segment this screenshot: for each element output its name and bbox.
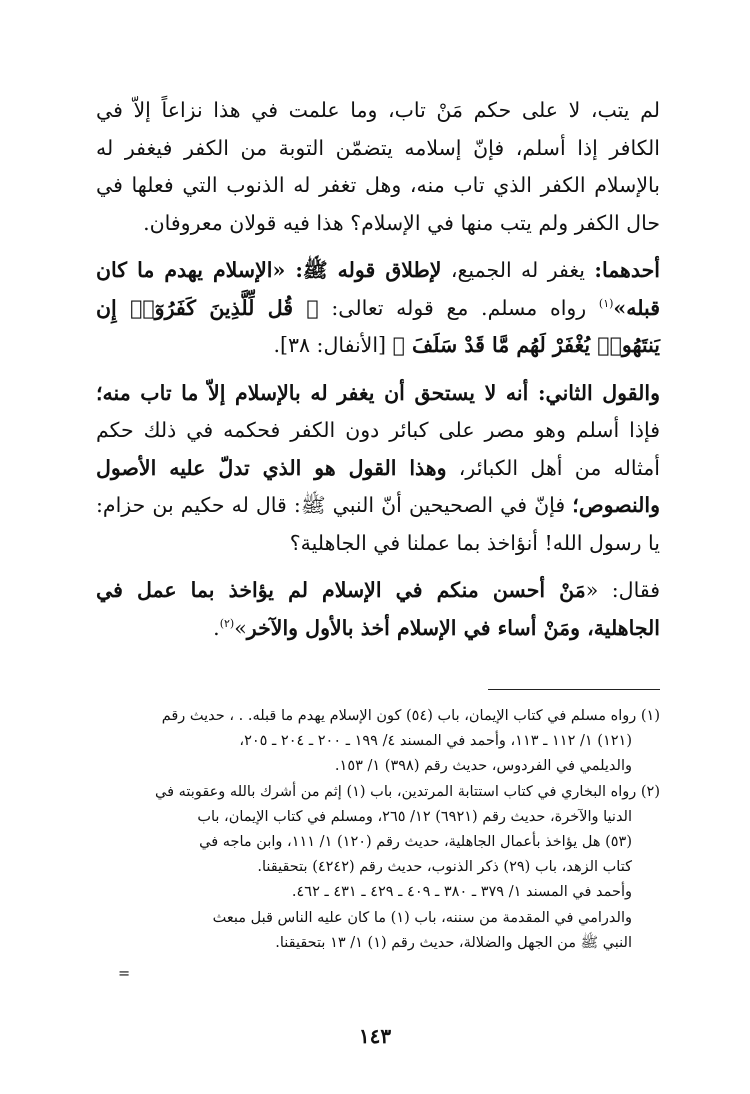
paragraph-3-bold-2: وهذا القول هو الذي تدلّ عليه الأصول والنصوص؛ — [96, 455, 660, 517]
main-text — [96, 92, 660, 647]
paragraph-2-hadith: لإطلاق قوله ﷺ: «الإسلام يهدم ما كان قبله» — [96, 258, 660, 320]
footnote-1-line-1: (١) رواه مسلم في كتاب الإيمان، باب (٥٤) كون الإسلام يهدم ما قبله. . ، حديث رقم — [161, 708, 660, 724]
quran-verse: ﴿ قُل لِّلَّذِينَ كَفَرُوٓا۟ إِن يَنتَهُوا۟ يُغْفَرْ لَهُم مَّا قَدْ سَلَفَ ﴾ — [96, 295, 660, 357]
footnote-ref-1[interactable]: (١) — [598, 296, 614, 310]
footnote-1 — [96, 704, 660, 780]
paragraph-3-text-1: فإذا أسلم وهو مصر على كبائر دون الكفر فحكمه في ذلك حكم أمثاله من أهل الكبائر، — [96, 418, 660, 480]
paragraph-4-text-2: » — [234, 615, 247, 640]
paragraph-3-lead: والقول الثاني: — [537, 380, 660, 405]
paragraph-4-hadith: مَنْ أحسن منكم في الإسلام لم يؤاخذ بما عمل في الجاهلية، ومَنْ أساء في الإسلام أخذ بالأول والآخر — [96, 578, 660, 640]
paragraph-1-text: لم يتب، لا على حكم مَنْ تاب، وما علمت في هذا نزاعاً إلاّ في الكافر إذا أسلم، فإنّ إسلامه يتضمّن التوبة من الكفر فيغفر له بالإسلام الكفر الذي تاب منه، وهل تغفر له الذنوب التي فعلها في حال الكفر ولم يتب منها في الإسلام؟ هذا فيه قولان معروفان. — [96, 98, 660, 235]
footnote-2 — [96, 780, 660, 956]
paragraph-3-bold-1: أنه لا يستحق أن يغفر له بالإسلام إلاّ ما تاب منه؛ — [96, 380, 538, 405]
paragraph-2-citation: [الأنفال: ٣٨]. — [273, 333, 393, 357]
paragraph-3-text-2: فإنّ في الصحيحين أنّ النبي ﷺ: قال له حكيم بن حزام: يا رسول الله! أنؤاخذ بما عملنا في الجاهلية؟ — [96, 493, 660, 555]
footnote-separator — [488, 689, 660, 690]
footnote-ref-2[interactable]: (٢) — [219, 616, 235, 630]
continuation-mark: = — [118, 966, 131, 982]
paragraph-4-text-3: . — [213, 615, 220, 640]
footnote-1-line-3: والديلمي في الفردوس، حديث رقم (٣٩٨) ١/ ١٥٣. — [334, 758, 632, 775]
paragraph-2-text-2: رواه مسلم. مع قوله تعالى: — [318, 295, 599, 320]
footnote-2-line-1: (٢) رواه البخاري في كتاب استتابة المرتدين، باب (١) إثم من أشرك بالله وعقوبته في — [155, 783, 660, 800]
paragraph-2-lead: أحدهما: — [594, 258, 660, 282]
footnote-2-line-7: النبي ﷺ من الجهل والضلالة، حديث رقم (١) ١/ ١٣ بتحقيقنا. — [275, 934, 632, 951]
paragraph-2 — [96, 252, 660, 365]
footnote-2-line-5: وأحمد في المسند ١/ ٣٧٩ ـ ٣٨٠ ـ ٤٠٩ ـ ٤٢٩ ـ ٤٣١ ـ ٤٦٢. — [291, 884, 632, 901]
footnote-2-line-2: الدنيا والآخرة، حديث رقم (٦٩٢١) ١٢/ ٢٦٥، ومسلم في كتاب الإيمان، باب — [197, 808, 632, 825]
paragraph-3 — [96, 375, 660, 563]
footnote-2-line-6: والدرامي في المقدمة من سننه، باب (١) ما كان عليه الناس قبل مبعث — [212, 909, 632, 926]
paragraph-4-text-1: فقال: « — [585, 578, 660, 602]
paragraph-1 — [96, 92, 660, 242]
footnote-2-line-3: (٥٣) هل يؤاخذ بأعمال الجاهلية، حديث رقم (١٢٠) ١/ ١١١، وابن ماجه في — [199, 834, 632, 851]
paragraph-4 — [96, 572, 660, 647]
footnote-1-line-2: (١٢١) ١/ ١١٢ ـ ١١٣، وأحمد في المسند ٤/ ١٩٩ ـ ٢٠٠ ـ ٢٠٤ ـ ٢٠٥، — [239, 733, 632, 750]
paragraph-2-text-1: يغفر له الجميع، — [441, 258, 595, 282]
page-number: ١٤٣ — [358, 1024, 392, 1048]
footnote-2-line-4: كتاب الزهد، باب (٢٩) ذكر الذنوب، حديث رقم (٤٢٤٢) بتحقيقنا. — [257, 859, 632, 876]
footnotes — [96, 704, 660, 956]
